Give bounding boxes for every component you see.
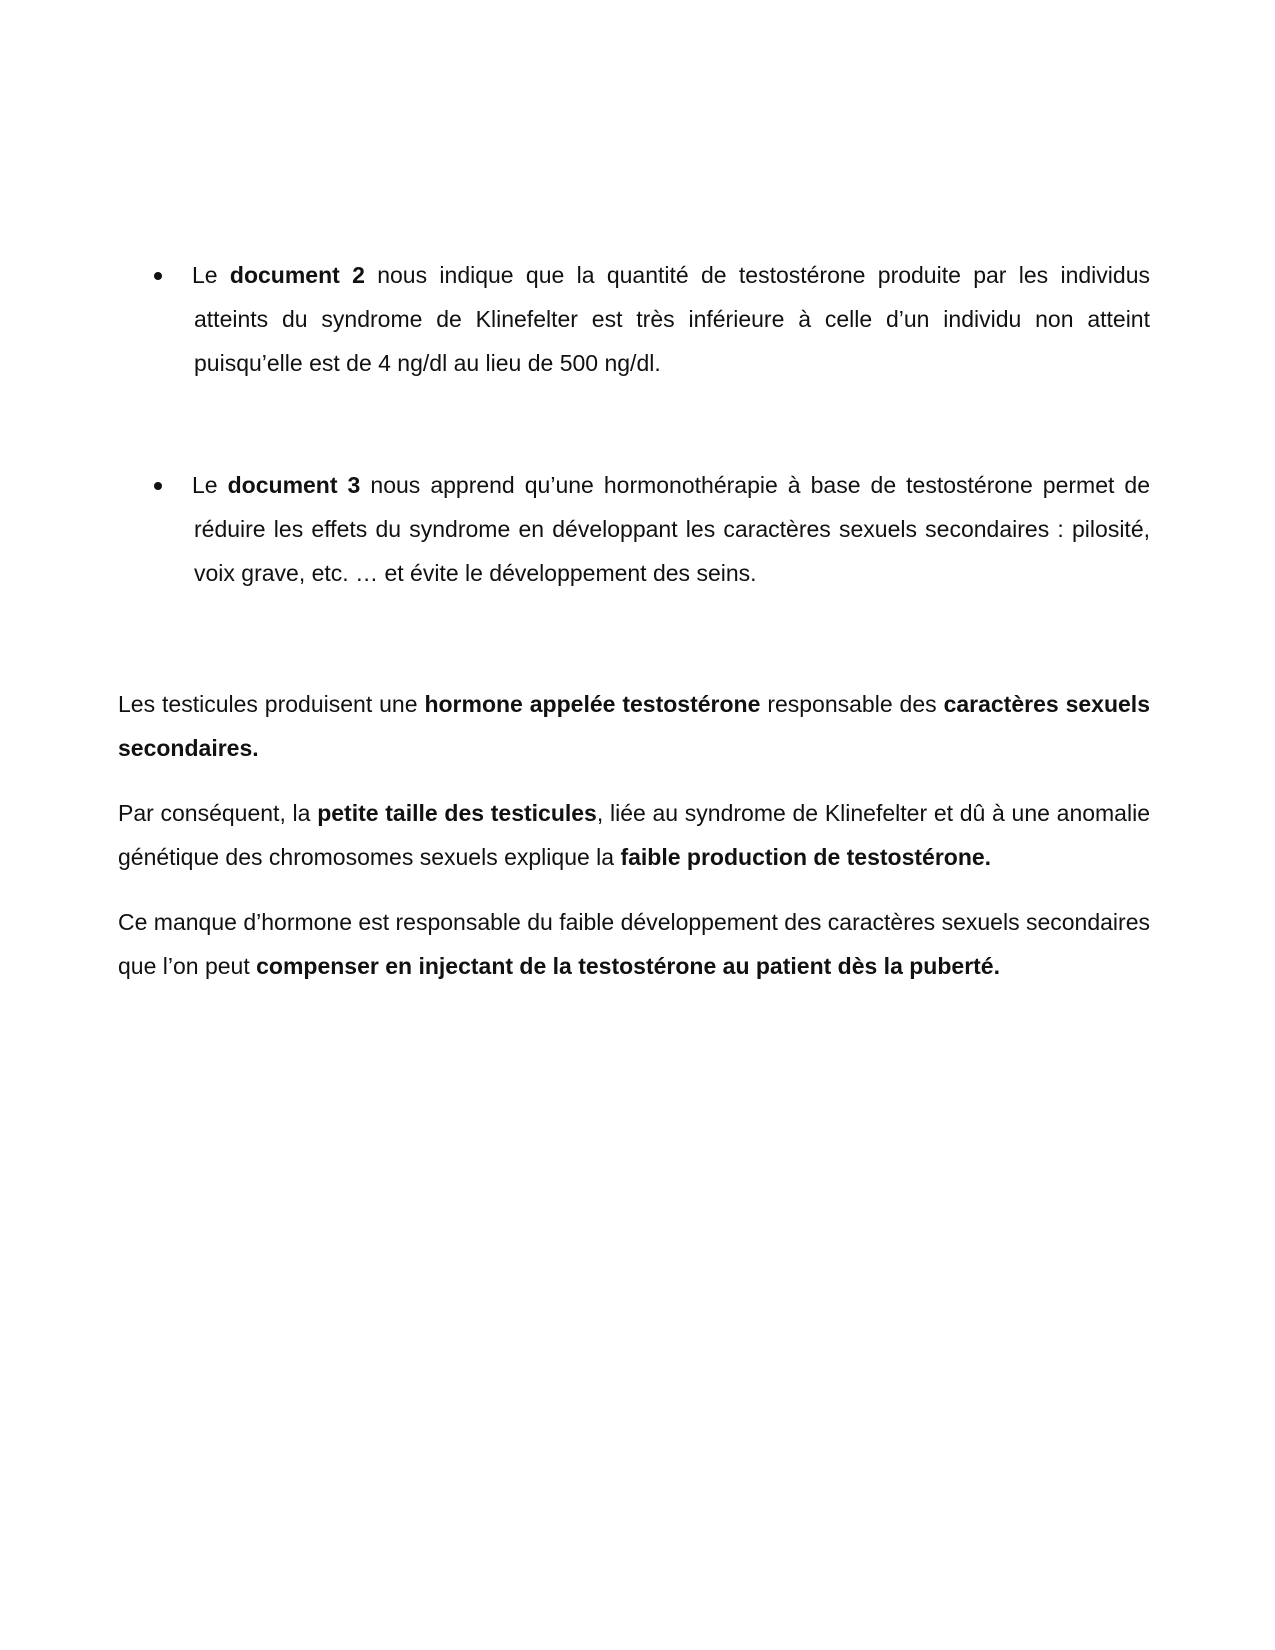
bullet-dot-icon bbox=[154, 272, 162, 280]
conclusion-paragraph-1: Les testicules produisent une hormone appelée testostérone responsable des caractères sexuels secondaires. bbox=[118, 691, 1150, 761]
bullet-dot-icon bbox=[154, 482, 162, 490]
bold-term: petite taille des testicules bbox=[317, 800, 597, 826]
document-body bbox=[118, 253, 1150, 988]
bold-term: document 2 bbox=[229, 262, 365, 288]
bullet-item-document-2 bbox=[118, 253, 1150, 385]
bold-term: hormone appelée testostérone bbox=[424, 691, 761, 717]
bold-term: faible production de testostérone. bbox=[620, 844, 992, 870]
bullet-text: Le document 3 nous apprend qu’une hormonothérapie à base de testostérone permet de réduire les effets du syndrome en développant les caractères sexuels secondaires : pilosité, voix grave, etc. … et évite le développement des seins. bbox=[192, 472, 1150, 586]
conclusion-paragraph-3: Ce manque d’hormone est responsable du faible développement des caractères sexuels secondaires que l’on peut compenser en injectant de la testostérone au patient dès la puberté. bbox=[118, 909, 1150, 979]
conclusion-paragraph-2: Par conséquent, la petite taille des testicules, liée au syndrome de Klinefelter et dû à une anomalie génétique des chromosomes sexuels explique la faible production de testostérone. bbox=[118, 800, 1150, 870]
bullet-item-document-3 bbox=[118, 463, 1150, 595]
bold-term: caractères sexuels secondaires. bbox=[118, 691, 1150, 761]
bold-term: document 3 bbox=[227, 472, 361, 498]
bold-term: compenser en injectant de la testostérone au patient dès la puberté. bbox=[256, 953, 1000, 979]
bullet-text: Le document 2 nous indique que la quantité de testostérone produite par les individus atteints du syndrome de Klinefelter est très inférieure à celle d’un individu non atteint puisqu’elle est de 4 ng/dl au lieu de 500 ng/dl. bbox=[192, 262, 1150, 376]
